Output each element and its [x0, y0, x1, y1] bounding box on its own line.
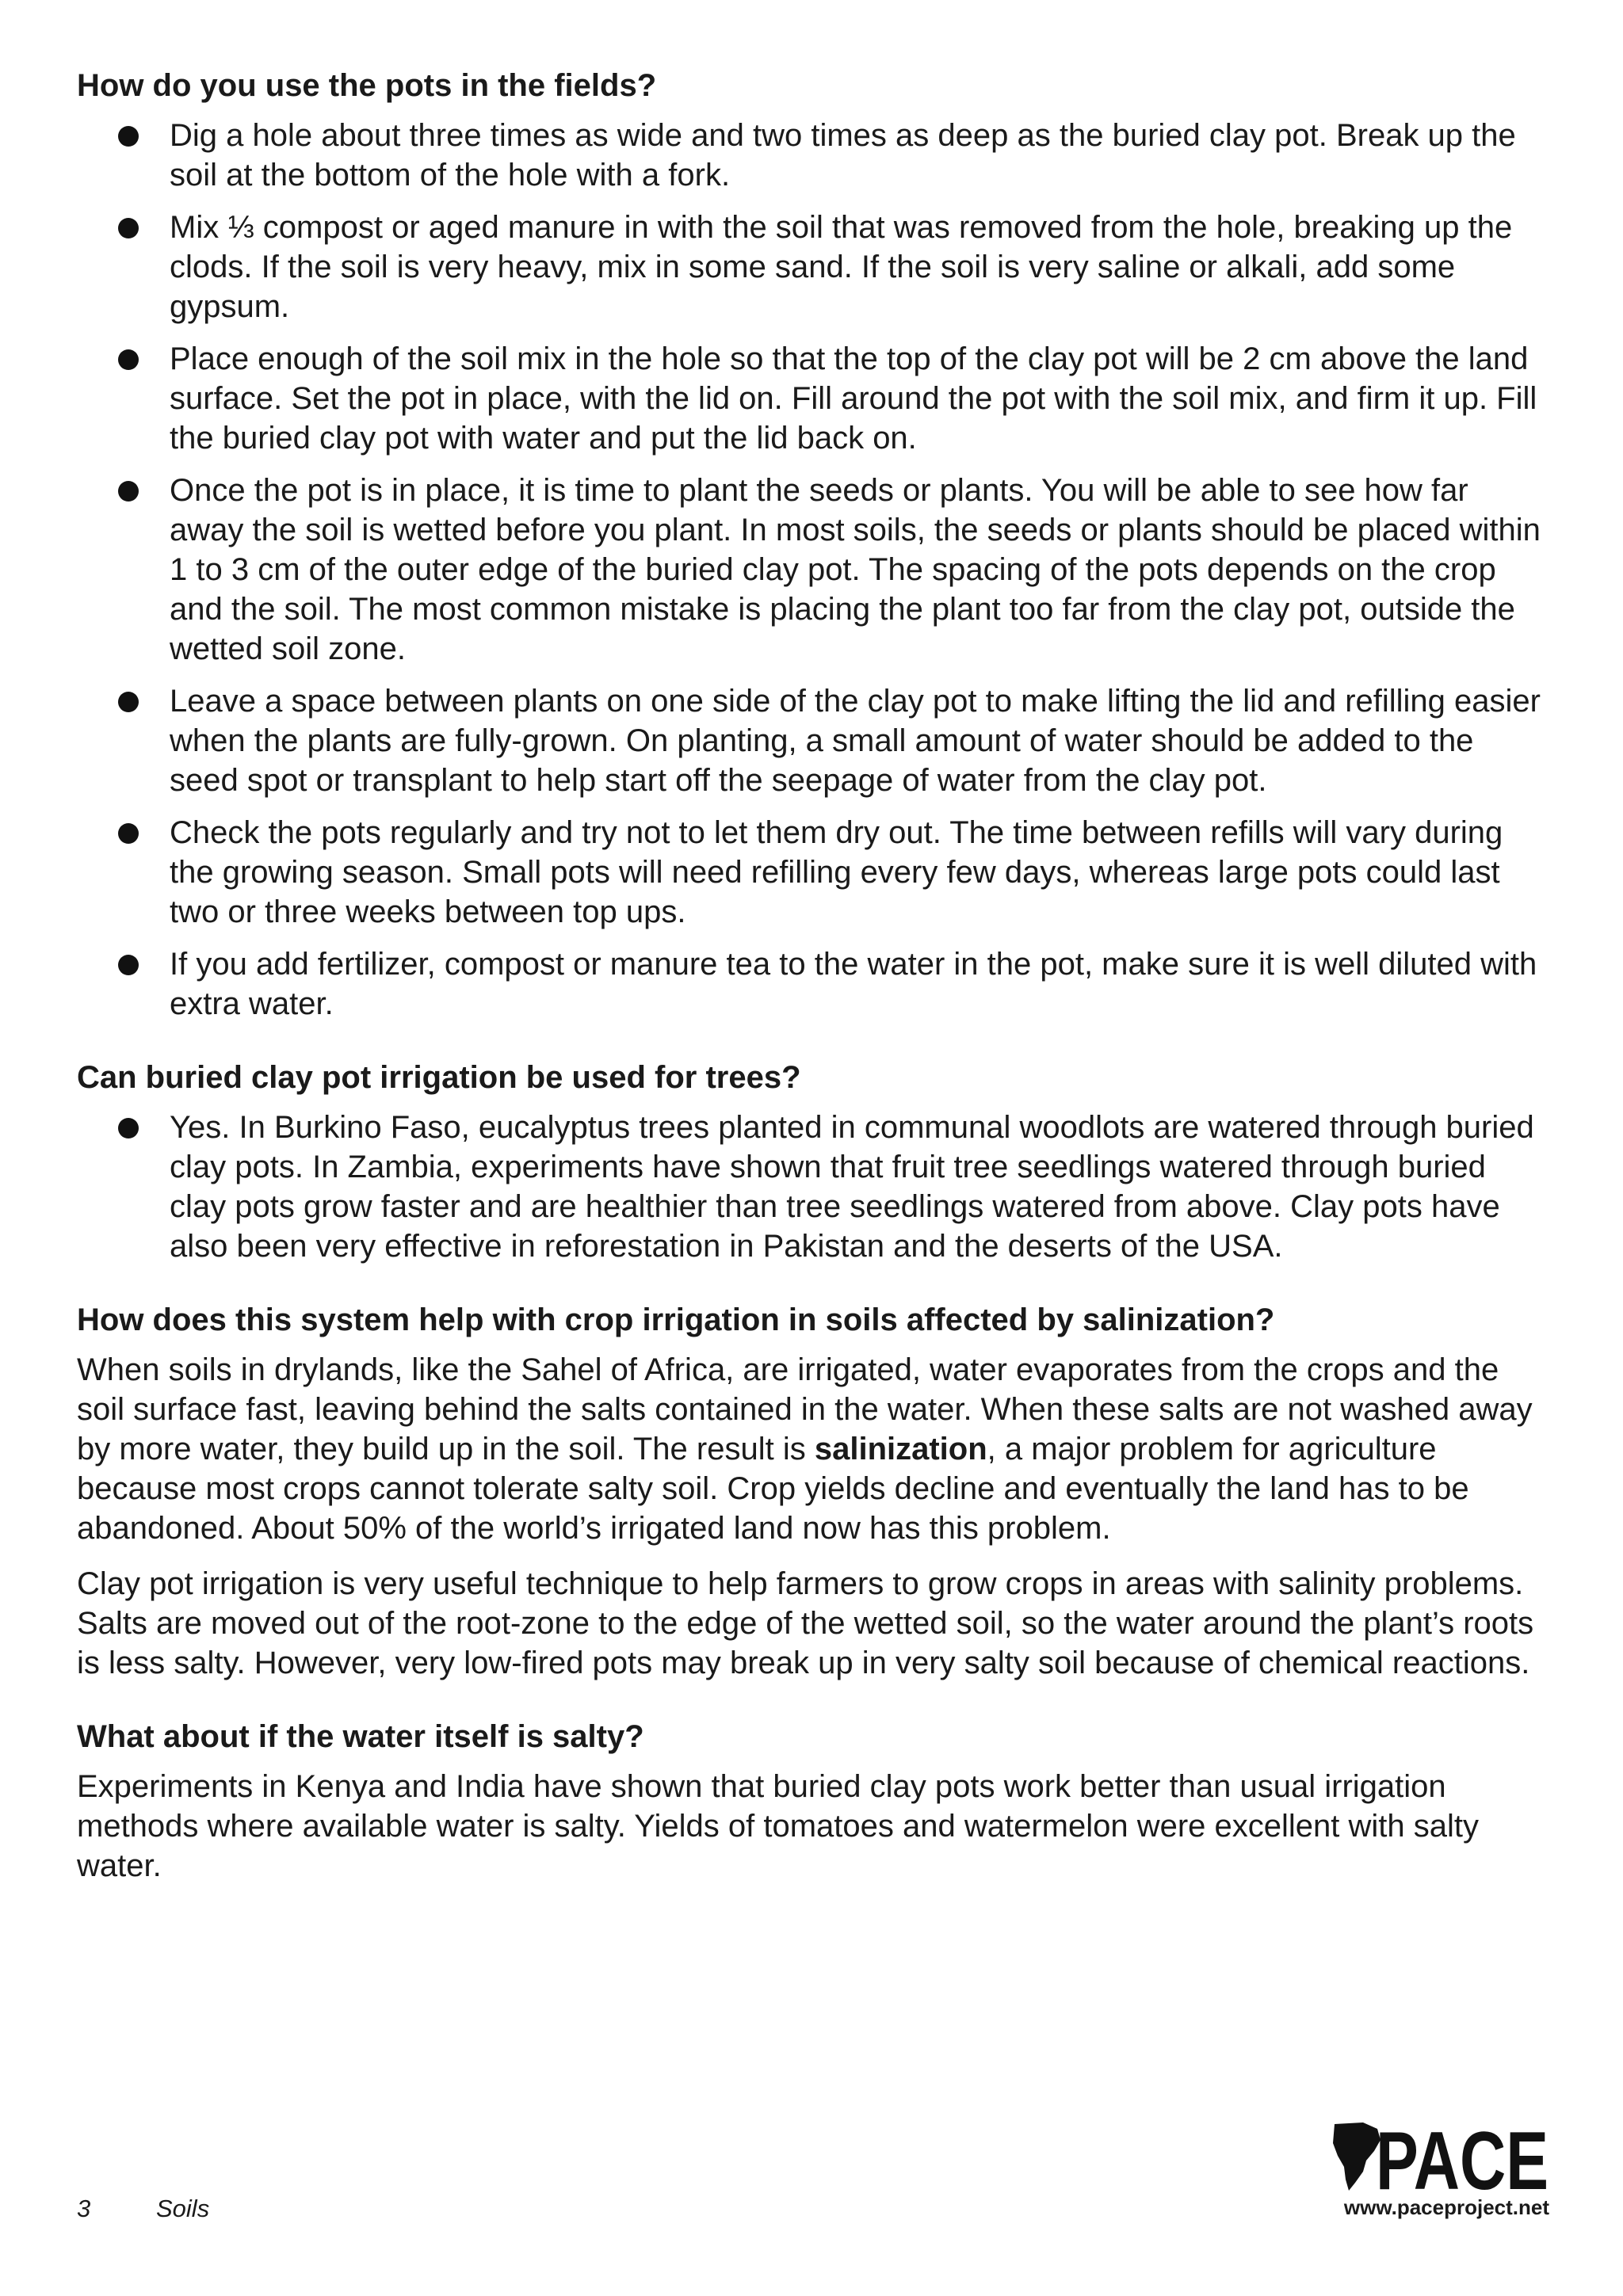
section-trees: [77, 1058, 1551, 1266]
list-item: Check the pots regularly and try not to let them dry out. The time between refills will vary during the growing season. Small pots will need refilling every few days, whereas large pots could last two or three weeks between top ups.: [77, 813, 1551, 932]
list-item: Yes. In Burkino Faso, eucalyptus trees planted in communal woodlots are watered through buried clay pots. In Zambia, experiments have shown that fruit tree seedlings watered through buried clay pots grow faster and are healthier than tree seedlings watered from above. Clay pots have also been very effective in reforestation in Pakistan and the deserts of the USA.: [77, 1108, 1551, 1266]
bullet-icon: [118, 692, 139, 712]
section-heading: Can buried clay pot irrigation be used for trees?: [77, 1060, 801, 1095]
section-heading: What about if the water itself is salty?: [77, 1719, 644, 1754]
page-number: 3: [77, 2195, 91, 2222]
paragraph: Clay pot irrigation is very useful technique to help farmers to grow crops in areas with salinity problems. Salts are moved out of the root-zone to the edge of the wetted soil, so the water around the plant’s roots is less salty. However, very low-fired pots may break up in very salty soil because of chemical reactions.: [77, 1566, 1534, 1680]
bullet-icon: [118, 481, 139, 502]
paragraph: When soils in drylands, like the Sahel of Africa, are irrigated, water evaporates from the crops and the soil surface fast, leaving behind the salts contained in the water. When these salts are not washed away by more water, they build up in the soil. The result is salinization, a major problem for agriculture because most crops cannot tolerate salty soil. Crop yields decline and eventually the land has to be abandoned. About 50% of the world’s irrigated land now has this problem.: [77, 1352, 1533, 1546]
list-item: Once the pot is in place, it is time to plant the seeds or plants. You will be able to see how far away the soil is wetted before you plant. In most soils, the seeds or plants should be placed within 1 to 3 cm of the outer edge of the buried clay pot. The spacing of the pots depends on the crop and the soil. The most common mistake is placing the plant too far from the clay pot, outside the wetted soil zone.: [77, 471, 1551, 669]
bullet-icon: [118, 349, 139, 370]
section-pots-in-fields: [77, 67, 1551, 1024]
section-heading: How does this system help with crop irrigation in soils affected by salinization?: [77, 1302, 1275, 1337]
list-item: Place enough of the soil mix in the hole so that the top of the clay pot will be 2 cm above the land surface. Set the pot in place, with the lid on. Fill around the pot with the soil mix, and firm it up. Fill the buried clay pot with water and put the lid back on.: [77, 339, 1551, 458]
list-item: If you add fertilizer, compost or manure tea to the water in the pot, make sure it is well diluted with extra water.: [77, 944, 1551, 1024]
pace-logo-mark: [1331, 2119, 1549, 2192]
page-footer: [77, 2195, 209, 2223]
list-item: Mix ⅓ compost or aged manure in with the soil that was removed from the hole, breaking up the clods. If the soil is very heavy, mix in some sand. If the soil is very saline or alkali, add some gypsum.: [77, 208, 1551, 326]
paragraph: Experiments in Kenya and India have shown that buried clay pots work better than usual irrigation methods where available water is salty. Yields of tomatoes and watermelon were excellent with salty water.: [77, 1769, 1480, 1883]
section-heading: How do you use the pots in the fields?: [77, 68, 657, 103]
bullet-list: [77, 116, 1551, 1024]
list-item: Dig a hole about three times as wide and two times as deep as the buried clay pot. Break up the soil at the bottom of the hole with a fork.: [77, 116, 1551, 195]
bold-term: salinization: [814, 1432, 987, 1466]
bullet-icon: [118, 126, 139, 147]
bullet-icon: [118, 955, 139, 975]
bullet-icon: [118, 823, 139, 844]
bullet-icon: [118, 218, 139, 238]
logo-text: PACE: [1376, 2119, 1549, 2192]
page-content: [77, 67, 1551, 1920]
section-salty-water: [77, 1718, 1551, 1886]
pace-logo: [1331, 2119, 1549, 2220]
bullet-icon: [118, 1118, 139, 1138]
section-salinization: [77, 1301, 1551, 1683]
section-name: Soils: [156, 2195, 210, 2222]
logo-url: www.paceproject.net: [1343, 2195, 1549, 2219]
bullet-list: [77, 1108, 1551, 1266]
list-item: Leave a space between plants on one side of the clay pot to make lifting the lid and refilling easier when the plants are fully-grown. On planting, a small amount of water should be added to the seed spot or transplant to help start off the seepage of water from the clay pot.: [77, 681, 1551, 800]
